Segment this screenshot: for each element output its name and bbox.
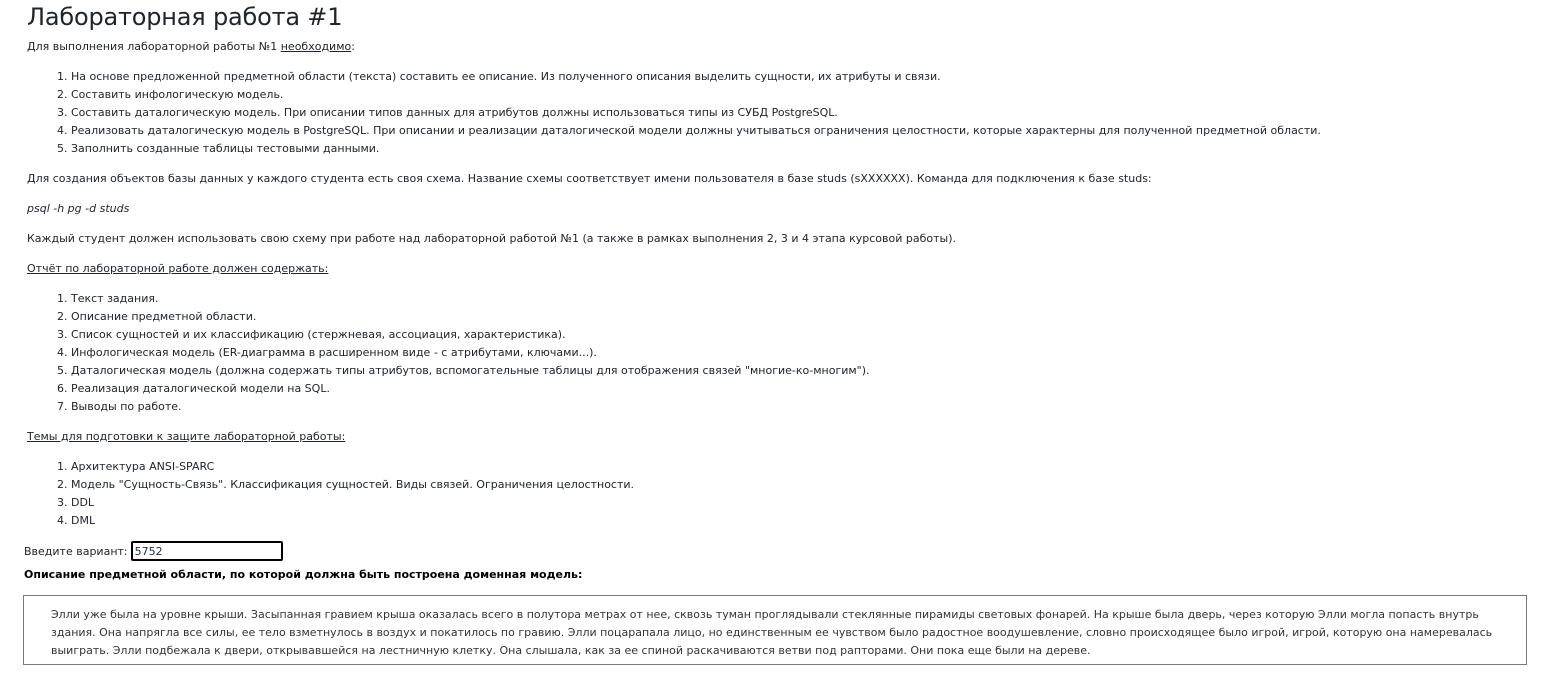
topic-item: 2. Модель "Сущность-Связь". Классификация сущностей. Виды связей. Ограничения целостности. bbox=[57, 478, 635, 491]
report-heading: Отчёт по лабораторной работе должен содержать: bbox=[27, 262, 329, 275]
report-item: 1. Текст задания. bbox=[57, 292, 159, 305]
description-heading: Описание предметной области, по которой должна быть построена доменная модель: bbox=[24, 568, 583, 581]
variant-label: Введите вариант: bbox=[24, 544, 128, 558]
report-item: 2. Описание предметной области. bbox=[57, 310, 257, 323]
report-item: 3. Список сущностей и их классификацию (стержневая, ассоциация, характеристика). bbox=[57, 328, 566, 341]
task-list bbox=[45, 68, 1321, 158]
intro-suffix: : bbox=[351, 40, 355, 53]
task-item: 4. Реализовать даталогическую модель в PostgreSQL. При описании и реализации даталогической модели должны учитываться ограничения целостности, которые характерны для полученной предметной области. bbox=[57, 124, 1321, 137]
topic-item: 1. Архитектура ANSI-SPARC bbox=[57, 460, 215, 473]
task-item: 5. Заполнить созданные таблицы тестовыми данными. bbox=[57, 142, 380, 155]
task-item: 1. На основе предложенной предметной области (текста) составить ее описание. Из полученного описания выделить сущности, их атрибуты и связи. bbox=[57, 70, 941, 83]
variant-input[interactable] bbox=[131, 541, 283, 561]
description-box bbox=[23, 595, 1527, 665]
task-item: 2. Составить инфологическую модель. bbox=[57, 88, 284, 101]
topic-item: 3. DDL bbox=[57, 496, 95, 509]
schema-usage-note: Каждый студент должен использовать свою схему при работе над лабораторной работой №1 (а также в рамках выполнения 2, 3 и 4 этапа курсовой работы). bbox=[27, 232, 957, 245]
description-text: Элли уже была на уровне крыши. Засыпанная гравием крыша оказалась всего в полутора метрах от нее, сквозь туман проглядывали стеклянные пирамиды световых фонарей. На крыше была дверь, через которую Элли могла попасть внутрь здания. Она напрягла все силы, ее тело взметнулось в воздух и покатилось по гравию. Элли поцарапала лицо, но единственным ее чувством было радостное воодушевление, словно происходящее было игрой, игрой, которую она намеревалась выиграть. Элли подбежала к двери, открывавшейся на лестничную клетку. Она слышала, как за ее спиной раскачиваются ветви под рапторами. Они пока еще были на дереве. bbox=[51, 608, 1493, 657]
intro-underlined: необходимо bbox=[280, 40, 352, 53]
schema-note: Для создания объектов базы данных у каждого студента есть своя схема. Название схемы соответствует имени пользователя в базе studs (sXXXXXX). Команда для подключения к базе studs: bbox=[27, 172, 1152, 185]
report-item: 4. Инфологическая модель (ER-диаграмма в расширенном виде - с атрибутами, ключами...). bbox=[57, 346, 597, 359]
report-list bbox=[45, 290, 870, 416]
topic-item: 4. DML bbox=[57, 514, 96, 527]
connect-command: psql -h pg -d studs bbox=[27, 202, 130, 215]
intro-paragraph bbox=[27, 40, 355, 54]
topics-list bbox=[45, 458, 634, 530]
report-item: 7. Выводы по работе. bbox=[57, 400, 182, 413]
task-item: 3. Составить даталогическую модель. При описании типов данных для атрибутов должны использоваться типы из СУБД PostgreSQL. bbox=[57, 106, 838, 119]
intro-prefix: Для выполнения лабораторной работы №1 bbox=[27, 40, 281, 53]
variant-row bbox=[24, 541, 283, 561]
topics-heading: Темы для подготовки к защите лабораторной работы: bbox=[27, 430, 346, 443]
report-item: 5. Даталогическая модель (должна содержать типы атрибутов, вспомогательные таблицы для отображения связей "многие-ко-многим"). bbox=[57, 364, 870, 377]
report-item: 6. Реализация даталогической модели на SQL. bbox=[57, 382, 330, 395]
page-title: Лабораторная работа #1 bbox=[27, 3, 343, 31]
